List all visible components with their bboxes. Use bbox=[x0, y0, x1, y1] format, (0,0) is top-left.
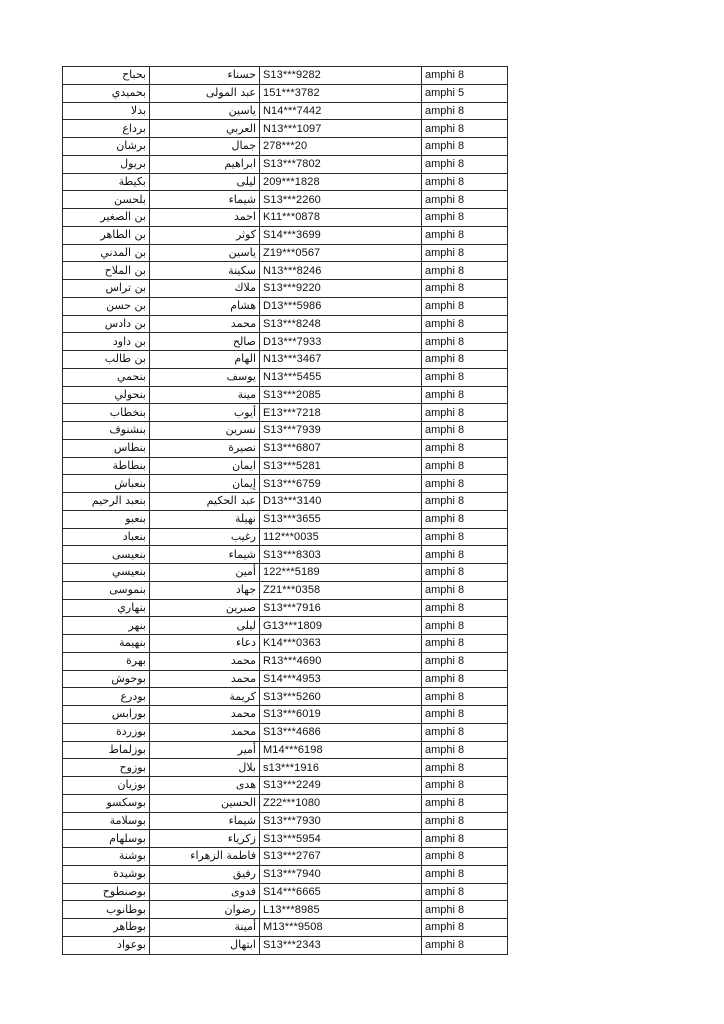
student-id-cell: Z21***0358 bbox=[260, 581, 422, 599]
first-name-cell: محمد bbox=[150, 670, 260, 688]
first-name-cell: محمد bbox=[150, 706, 260, 724]
first-name-cell: كوثر bbox=[150, 226, 260, 244]
student-id-cell: S13***7940 bbox=[260, 865, 422, 883]
last-name-cell: بنشنوف bbox=[63, 422, 150, 440]
table-row bbox=[63, 368, 508, 386]
first-name-cell: فدوى bbox=[150, 883, 260, 901]
roster-sheet bbox=[62, 66, 479, 955]
last-name-cell: بنعبو bbox=[63, 510, 150, 528]
exam-room-cell: amphi 8 bbox=[422, 546, 508, 564]
student-id-cell: E13***7218 bbox=[260, 404, 422, 422]
table-row bbox=[63, 706, 508, 724]
table-row bbox=[63, 315, 508, 333]
first-name-cell: أمينة bbox=[150, 919, 260, 937]
table-row bbox=[63, 422, 508, 440]
first-name-cell: شيماء bbox=[150, 546, 260, 564]
exam-room-cell: amphi 8 bbox=[422, 244, 508, 262]
table-row bbox=[63, 155, 508, 173]
exam-room-cell: amphi 8 bbox=[422, 812, 508, 830]
student-id-cell: S14***3699 bbox=[260, 226, 422, 244]
student-id-cell: D13***3140 bbox=[260, 493, 422, 511]
student-id-cell: S13***7939 bbox=[260, 422, 422, 440]
student-id-cell: S13***7930 bbox=[260, 812, 422, 830]
last-name-cell: بوزيان bbox=[63, 777, 150, 795]
first-name-cell: شيماء bbox=[150, 812, 260, 830]
last-name-cell: بوزوح bbox=[63, 759, 150, 777]
exam-room-cell: amphi 8 bbox=[422, 493, 508, 511]
table-row bbox=[63, 493, 508, 511]
exam-room-cell: amphi 8 bbox=[422, 581, 508, 599]
first-name-cell: ابتهال bbox=[150, 936, 260, 954]
first-name-cell: فاطمة الزهراء bbox=[150, 848, 260, 866]
student-id-cell: S13***2260 bbox=[260, 191, 422, 209]
table-row bbox=[63, 351, 508, 369]
last-name-cell: بوحوش bbox=[63, 670, 150, 688]
first-name-cell: أيوب bbox=[150, 404, 260, 422]
first-name-cell: نهيلة bbox=[150, 510, 260, 528]
first-name-cell: زكرياء bbox=[150, 830, 260, 848]
first-name-cell: ملاك bbox=[150, 280, 260, 298]
first-name-cell: هدى bbox=[150, 777, 260, 795]
table-row bbox=[63, 865, 508, 883]
last-name-cell: بوسلامة bbox=[63, 812, 150, 830]
last-name-cell: بنهاري bbox=[63, 599, 150, 617]
last-name-cell: بوعواد bbox=[63, 936, 150, 954]
last-name-cell: بن داود bbox=[63, 333, 150, 351]
exam-room-cell: amphi 8 bbox=[422, 333, 508, 351]
exam-room-cell: amphi 8 bbox=[422, 386, 508, 404]
student-id-cell: Z19***0567 bbox=[260, 244, 422, 262]
student-id-cell: N13***5455 bbox=[260, 368, 422, 386]
last-name-cell: بن الصغير bbox=[63, 209, 150, 227]
table-row bbox=[63, 794, 508, 812]
table-row bbox=[63, 404, 508, 422]
last-name-cell: برشان bbox=[63, 138, 150, 156]
last-name-cell: بنعباش bbox=[63, 475, 150, 493]
student-id-cell: N14***7442 bbox=[260, 102, 422, 120]
last-name-cell: بوشنة bbox=[63, 848, 150, 866]
table-row bbox=[63, 439, 508, 457]
student-id-cell: N13***1097 bbox=[260, 120, 422, 138]
table-row bbox=[63, 226, 508, 244]
table-row bbox=[63, 652, 508, 670]
table-row bbox=[63, 386, 508, 404]
exam-room-cell: amphi 8 bbox=[422, 599, 508, 617]
first-name-cell: بلال bbox=[150, 759, 260, 777]
table-row bbox=[63, 173, 508, 191]
first-name-cell: جمال bbox=[150, 138, 260, 156]
student-id-cell: S13***6759 bbox=[260, 475, 422, 493]
student-id-cell: D13***7933 bbox=[260, 333, 422, 351]
student-id-cell: S13***3655 bbox=[260, 510, 422, 528]
last-name-cell: بدلا bbox=[63, 102, 150, 120]
exam-room-cell: amphi 8 bbox=[422, 635, 508, 653]
first-name-cell: ليلى bbox=[150, 173, 260, 191]
first-name-cell: احمد bbox=[150, 209, 260, 227]
last-name-cell: بهرة bbox=[63, 652, 150, 670]
student-id-cell: s13***1916 bbox=[260, 759, 422, 777]
exam-room-cell: amphi 8 bbox=[422, 741, 508, 759]
student-id-cell: S13***9282 bbox=[260, 67, 422, 85]
first-name-cell: شيماء bbox=[150, 191, 260, 209]
student-id-cell: S13***5260 bbox=[260, 688, 422, 706]
last-name-cell: بوسلهام bbox=[63, 830, 150, 848]
table-row bbox=[63, 528, 508, 546]
exam-room-cell: amphi 8 bbox=[422, 315, 508, 333]
student-id-cell: S14***4953 bbox=[260, 670, 422, 688]
last-name-cell: بن دادس bbox=[63, 315, 150, 333]
first-name-cell: رغيب bbox=[150, 528, 260, 546]
last-name-cell: بنطاطة bbox=[63, 457, 150, 475]
table-row bbox=[63, 475, 508, 493]
exam-room-cell: amphi 8 bbox=[422, 297, 508, 315]
first-name-cell: مينة bbox=[150, 386, 260, 404]
exam-room-cell: amphi 8 bbox=[422, 794, 508, 812]
table-row bbox=[63, 919, 508, 937]
last-name-cell: بوطانوب bbox=[63, 901, 150, 919]
exam-room-cell: amphi 8 bbox=[422, 173, 508, 191]
table-row bbox=[63, 936, 508, 954]
student-id-cell: S13***7916 bbox=[260, 599, 422, 617]
student-id-cell: S13***8303 bbox=[260, 546, 422, 564]
exam-room-cell: amphi 8 bbox=[422, 723, 508, 741]
last-name-cell: بنعبد الرحيم bbox=[63, 493, 150, 511]
table-row bbox=[63, 209, 508, 227]
table-row bbox=[63, 297, 508, 315]
table-row bbox=[63, 777, 508, 795]
first-name-cell: الحسين bbox=[150, 794, 260, 812]
table-row bbox=[63, 848, 508, 866]
first-name-cell: جهاد bbox=[150, 581, 260, 599]
last-name-cell: بحميدي bbox=[63, 84, 150, 102]
roster-table-body bbox=[63, 67, 508, 955]
last-name-cell: بكيطة bbox=[63, 173, 150, 191]
first-name-cell: ياسين bbox=[150, 102, 260, 120]
last-name-cell: بلحسن bbox=[63, 191, 150, 209]
last-name-cell: بنهر bbox=[63, 617, 150, 635]
student-id-cell: S13***5954 bbox=[260, 830, 422, 848]
exam-room-cell: amphi 8 bbox=[422, 155, 508, 173]
first-name-cell: سكينة bbox=[150, 262, 260, 280]
last-name-cell: بنطاس bbox=[63, 439, 150, 457]
student-id-cell: S13***8248 bbox=[260, 315, 422, 333]
last-name-cell: بنعباد bbox=[63, 528, 150, 546]
last-name-cell: بنعيسي bbox=[63, 564, 150, 582]
first-name-cell: دعاء bbox=[150, 635, 260, 653]
table-row bbox=[63, 67, 508, 85]
last-name-cell: بودرع bbox=[63, 688, 150, 706]
student-id-cell: 278***20 bbox=[260, 138, 422, 156]
first-name-cell: إيمان bbox=[150, 475, 260, 493]
table-row bbox=[63, 333, 508, 351]
exam-room-cell: amphi 8 bbox=[422, 67, 508, 85]
student-id-cell: L13***8985 bbox=[260, 901, 422, 919]
table-row bbox=[63, 262, 508, 280]
table-row bbox=[63, 741, 508, 759]
table-row bbox=[63, 457, 508, 475]
exam-room-cell: amphi 8 bbox=[422, 564, 508, 582]
table-row bbox=[63, 723, 508, 741]
table-row bbox=[63, 191, 508, 209]
table-row bbox=[63, 581, 508, 599]
student-id-cell: S14***6665 bbox=[260, 883, 422, 901]
last-name-cell: بنحولي bbox=[63, 386, 150, 404]
exam-room-cell: amphi 8 bbox=[422, 368, 508, 386]
student-id-cell: S13***7802 bbox=[260, 155, 422, 173]
last-name-cell: بوشيدة bbox=[63, 865, 150, 883]
exam-room-cell: amphi 8 bbox=[422, 617, 508, 635]
student-id-cell: N13***3467 bbox=[260, 351, 422, 369]
table-row bbox=[63, 617, 508, 635]
table-row bbox=[63, 759, 508, 777]
exam-room-cell: amphi 8 bbox=[422, 688, 508, 706]
table-row bbox=[63, 546, 508, 564]
table-row bbox=[63, 635, 508, 653]
exam-room-cell: amphi 8 bbox=[422, 936, 508, 954]
table-row bbox=[63, 670, 508, 688]
student-id-cell: D13***5986 bbox=[260, 297, 422, 315]
student-id-cell: 112***0035 bbox=[260, 528, 422, 546]
last-name-cell: بن الطاهر bbox=[63, 226, 150, 244]
last-name-cell: بنهيمة bbox=[63, 635, 150, 653]
last-name-cell: بوصنطوح bbox=[63, 883, 150, 901]
last-name-cell: بريول bbox=[63, 155, 150, 173]
table-row bbox=[63, 812, 508, 830]
exam-room-cell: amphi 8 bbox=[422, 777, 508, 795]
exam-room-cell: amphi 8 bbox=[422, 457, 508, 475]
first-name-cell: العربي bbox=[150, 120, 260, 138]
student-id-cell: S13***2767 bbox=[260, 848, 422, 866]
student-id-cell: R13***4690 bbox=[260, 652, 422, 670]
table-row bbox=[63, 120, 508, 138]
exam-room-cell: amphi 8 bbox=[422, 138, 508, 156]
last-name-cell: بوسكسو bbox=[63, 794, 150, 812]
first-name-cell: ليلى bbox=[150, 617, 260, 635]
student-id-cell: M14***6198 bbox=[260, 741, 422, 759]
first-name-cell: رضوان bbox=[150, 901, 260, 919]
student-id-cell: S13***5281 bbox=[260, 457, 422, 475]
first-name-cell: أمير bbox=[150, 741, 260, 759]
first-name-cell: أمين bbox=[150, 564, 260, 582]
last-name-cell: بنخطاب bbox=[63, 404, 150, 422]
table-row bbox=[63, 510, 508, 528]
exam-room-cell: amphi 8 bbox=[422, 280, 508, 298]
exam-room-cell: amphi 8 bbox=[422, 422, 508, 440]
first-name-cell: محمد bbox=[150, 315, 260, 333]
first-name-cell: ايمان bbox=[150, 457, 260, 475]
student-id-cell: S13***2085 bbox=[260, 386, 422, 404]
last-name-cell: بورابس bbox=[63, 706, 150, 724]
first-name-cell: نسرين bbox=[150, 422, 260, 440]
student-id-cell: S13***6019 bbox=[260, 706, 422, 724]
first-name-cell: كريمة bbox=[150, 688, 260, 706]
exam-room-cell: amphi 8 bbox=[422, 830, 508, 848]
table-row bbox=[63, 102, 508, 120]
roster-table bbox=[62, 66, 508, 955]
exam-room-cell: amphi 8 bbox=[422, 404, 508, 422]
last-name-cell: بحباح bbox=[63, 67, 150, 85]
table-row bbox=[63, 84, 508, 102]
last-name-cell: بنعيسى bbox=[63, 546, 150, 564]
exam-room-cell: amphi 8 bbox=[422, 528, 508, 546]
exam-room-cell: amphi 8 bbox=[422, 475, 508, 493]
exam-room-cell: amphi 8 bbox=[422, 226, 508, 244]
exam-room-cell: amphi 8 bbox=[422, 706, 508, 724]
first-name-cell: محمد bbox=[150, 723, 260, 741]
table-row bbox=[63, 244, 508, 262]
first-name-cell: عبد المولى bbox=[150, 84, 260, 102]
exam-room-cell: amphi 8 bbox=[422, 652, 508, 670]
first-name-cell: ابراهيم bbox=[150, 155, 260, 173]
last-name-cell: بنموسى bbox=[63, 581, 150, 599]
table-row bbox=[63, 280, 508, 298]
student-id-cell: S13***9220 bbox=[260, 280, 422, 298]
first-name-cell: ياسين bbox=[150, 244, 260, 262]
student-id-cell: S13***2343 bbox=[260, 936, 422, 954]
last-name-cell: بنحمي bbox=[63, 368, 150, 386]
exam-room-cell: amphi 8 bbox=[422, 759, 508, 777]
first-name-cell: يوسف bbox=[150, 368, 260, 386]
student-id-cell: K11***0878 bbox=[260, 209, 422, 227]
student-id-cell: 151***3782 bbox=[260, 84, 422, 102]
first-name-cell: محمد bbox=[150, 652, 260, 670]
last-name-cell: بوطاهر bbox=[63, 919, 150, 937]
exam-room-cell: amphi 8 bbox=[422, 848, 508, 866]
table-row bbox=[63, 688, 508, 706]
exam-room-cell: amphi 8 bbox=[422, 901, 508, 919]
exam-room-cell: amphi 8 bbox=[422, 120, 508, 138]
table-row bbox=[63, 830, 508, 848]
exam-room-cell: amphi 8 bbox=[422, 351, 508, 369]
exam-room-cell: amphi 8 bbox=[422, 191, 508, 209]
first-name-cell: عبد الحكيم bbox=[150, 493, 260, 511]
last-name-cell: بن حسن bbox=[63, 297, 150, 315]
exam-room-cell: amphi 8 bbox=[422, 439, 508, 457]
table-row bbox=[63, 138, 508, 156]
first-name-cell: رفيق bbox=[150, 865, 260, 883]
table-row bbox=[63, 564, 508, 582]
first-name-cell: نصيرة bbox=[150, 439, 260, 457]
exam-room-cell: amphi 8 bbox=[422, 262, 508, 280]
exam-room-cell: amphi 5 bbox=[422, 84, 508, 102]
first-name-cell: حسناء bbox=[150, 67, 260, 85]
table-row bbox=[63, 883, 508, 901]
last-name-cell: بن طالب bbox=[63, 351, 150, 369]
last-name-cell: بن المدني bbox=[63, 244, 150, 262]
student-id-cell: S13***4686 bbox=[260, 723, 422, 741]
student-id-cell: S13***6807 bbox=[260, 439, 422, 457]
last-name-cell: بوزلماط bbox=[63, 741, 150, 759]
first-name-cell: صالح bbox=[150, 333, 260, 351]
first-name-cell: صبرين bbox=[150, 599, 260, 617]
exam-room-cell: amphi 8 bbox=[422, 919, 508, 937]
table-row bbox=[63, 599, 508, 617]
last-name-cell: بوزردة bbox=[63, 723, 150, 741]
exam-room-cell: amphi 8 bbox=[422, 209, 508, 227]
table-row bbox=[63, 901, 508, 919]
exam-room-cell: amphi 8 bbox=[422, 670, 508, 688]
student-id-cell: Z22***1080 bbox=[260, 794, 422, 812]
student-id-cell: G13***1809 bbox=[260, 617, 422, 635]
last-name-cell: برداع bbox=[63, 120, 150, 138]
first-name-cell: هشام bbox=[150, 297, 260, 315]
student-id-cell: K14***0363 bbox=[260, 635, 422, 653]
student-id-cell: N13***8246 bbox=[260, 262, 422, 280]
last-name-cell: بن الملاح bbox=[63, 262, 150, 280]
student-id-cell: S13***2249 bbox=[260, 777, 422, 795]
first-name-cell: الهام bbox=[150, 351, 260, 369]
last-name-cell: بن تراس bbox=[63, 280, 150, 298]
student-id-cell: 122***5189 bbox=[260, 564, 422, 582]
student-id-cell: M13***9508 bbox=[260, 919, 422, 937]
student-id-cell: 209***1828 bbox=[260, 173, 422, 191]
exam-room-cell: amphi 8 bbox=[422, 510, 508, 528]
exam-room-cell: amphi 8 bbox=[422, 102, 508, 120]
exam-room-cell: amphi 8 bbox=[422, 883, 508, 901]
exam-room-cell: amphi 8 bbox=[422, 865, 508, 883]
